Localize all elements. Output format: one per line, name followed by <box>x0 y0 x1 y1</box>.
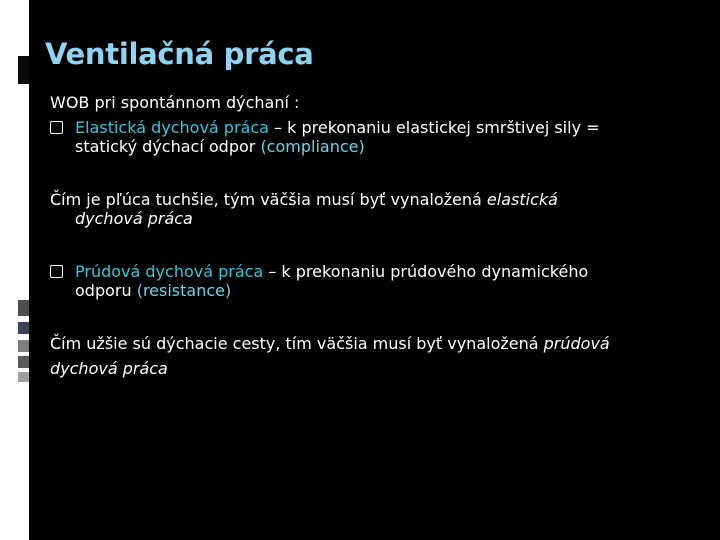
title-marker <box>18 56 29 84</box>
checkbox-bullet-icon <box>50 265 63 278</box>
bullet-2-rest: – k prekonaniu prúdového dynamického <box>263 262 589 281</box>
bullet-1-line-2-highlight: (compliance) <box>260 137 365 156</box>
para-1-line-2: dychová práca <box>75 209 193 228</box>
intro-text: WOB pri spontánnom dýchaní : <box>50 93 300 112</box>
bullet-2-marker <box>50 262 63 281</box>
para-1-text: Čím je pľúca tuchšie, tým väčšia musí byť vynaložená <box>50 190 487 209</box>
bullet-1-line-2-text: statický dýchací odpor <box>75 137 261 156</box>
bullet-1-line-2 <box>75 136 365 158</box>
slide-title: Ventilačná práca <box>45 37 314 71</box>
bullet-2-line-2-text: odporu <box>75 281 137 300</box>
decor-block-1 <box>18 300 29 316</box>
para-2-line-2: dychová práca <box>50 359 168 378</box>
left-strip <box>0 0 29 540</box>
decor-block-5 <box>18 372 29 382</box>
decor-block-3 <box>18 340 29 352</box>
decor-block-2 <box>18 322 29 334</box>
bullet-2-line-2-highlight: (resistance) <box>136 281 232 300</box>
bullet-1-marker <box>50 118 63 137</box>
bullet-1-rest: – k prekonaniu elastickej smrštivej sily = <box>268 118 600 137</box>
para-2-italic: prúdová <box>543 334 610 353</box>
decor-block-4 <box>18 356 29 368</box>
checkbox-bullet-icon <box>50 121 63 134</box>
bullet-1-highlight: Elastická dychová práca <box>75 118 269 137</box>
bullet-2-line-2 <box>75 280 231 302</box>
bullet-2-highlight: Prúdová dychová práca <box>75 262 264 281</box>
para-2-text: Čím užšie sú dýchacie cesty, tím väčšia musí byť vynaložená <box>50 334 544 353</box>
para-2-line-1 <box>50 333 610 355</box>
para-1-italic: elastická <box>486 190 558 209</box>
